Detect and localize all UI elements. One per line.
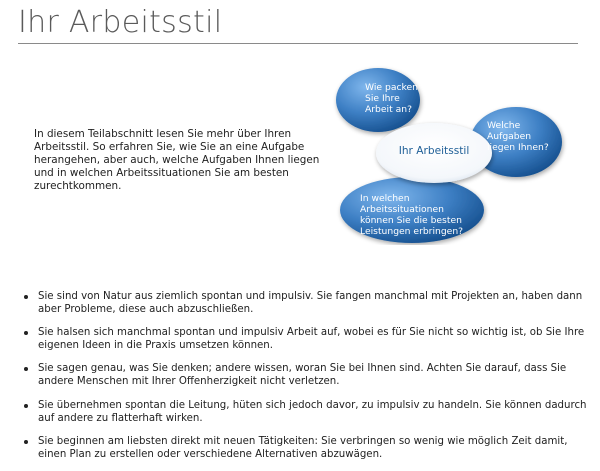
bubble-top-text: Wie packen Sie Ihre Arbeit an? [365,82,418,115]
bullet-icon [24,404,28,408]
list-item-text: Sie sagen genau, was Sie denken; andere wissen, woran Sie bei Ihnen sind. Achten Sie darauf, dass Sie andere Menschen mit Ihrer Offenherzigkeit nicht verletzen. [38,363,567,388]
title-divider [18,43,578,44]
intro-paragraph: In diesem Teilabschnitt lesen Sie mehr über Ihren Arbeitsstil. So erfahren Sie, wie Sie an eine Aufgabe herangehen, aber auch, welche Aufgaben Ihnen liegen und in welchen Arbeitssituationen Sie am besten zurechtkommen. [34,128,320,192]
list-item [22,290,587,316]
work-style-diagram [330,60,570,245]
list-item-text: Sie beginnen am liebsten direkt mit neuen Tätigkeiten: Sie verbringen so wenig wie möglich Zeit damit, einen Plan zu erstellen oder verschiedene Alternativen abzuwägen. [38,435,568,460]
list-item [22,399,587,425]
bullet-icon [24,367,28,371]
list-item-text: Sie übernehmen spontan die Leitung, hüten sich jedoch davor, zu impulsiv zu handeln. Sie können dadurch auf andere zu flatterhaft wirken. [38,399,587,424]
list-item-text: Sie sind von Natur aus ziemlich spontan und impulsiv. Sie fangen manchmal mit Projekten an, haben dann aber Probleme, diese auch abzuschließen. [38,291,583,315]
list-item [22,362,587,388]
characteristics-list [22,290,587,471]
bullet-icon [24,440,28,444]
bubble-right-text: Welche Aufgaben liegen Ihnen? [487,120,549,153]
center-label: Ihr Arbeitsstil [398,145,470,157]
bubble-bottom-text: In welchen Arbeitssituationen können Sie die besten Leistungen erbringen? [360,193,464,237]
bullet-icon [24,331,28,335]
bullet-icon [24,295,28,299]
page-title: Ihr Arbeitsstil [18,5,223,40]
list-item [22,435,587,461]
list-item [22,326,587,352]
list-item-text: Sie halsen sich manchmal spontan und impulsiv Arbeit auf, wobei es für Sie nicht so wichtig ist, ob Sie Ihre eigenen Ideen in die Praxis umsetzen können. [38,327,585,352]
